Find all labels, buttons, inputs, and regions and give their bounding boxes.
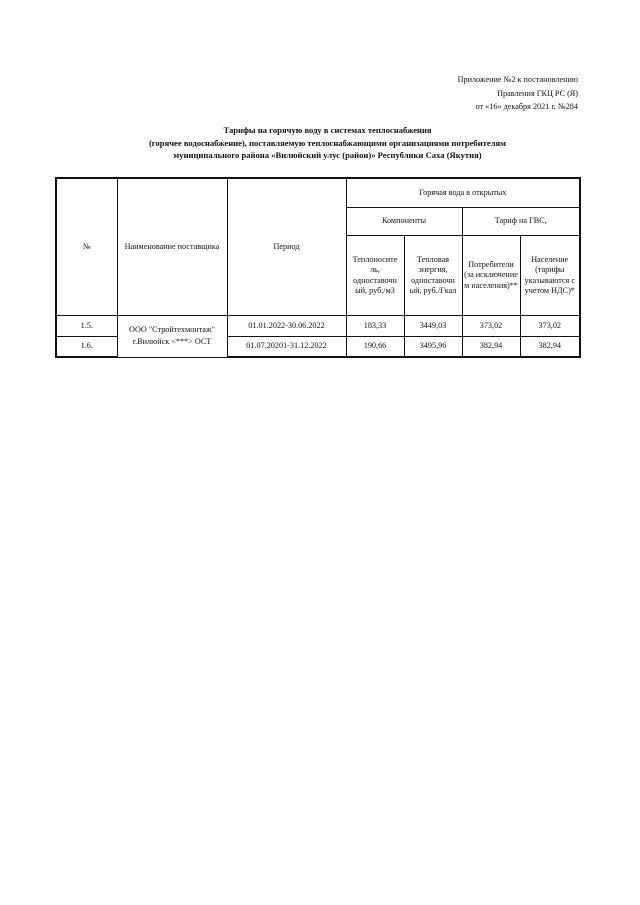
row-population: 382,94 (520, 337, 580, 358)
header-population: Население (тарифы указываются с учетом НДС)* (520, 236, 580, 316)
table-row (56, 316, 580, 337)
row-heat-energy: 3449,03 (404, 316, 462, 337)
header-hot-water-group: Горячая вода в открытых (346, 178, 580, 208)
annex-reference (458, 73, 578, 114)
supplier-name: ООО "Стройтехмонтаж" г.Вилюйск <***> ОСТ (117, 316, 227, 358)
header-heat-carrier: Теплоносите ль, одноставочн ый, руб./м3 (346, 236, 404, 316)
header-consumers: Потребители (за исключение м населения)** (462, 236, 520, 316)
title-line: (горячее водоснабжение), поставляемую теплоснабжающими организациями потребителям (148, 137, 507, 148)
header-heat-energy: Тепловая энергия, одноставочн ый, руб./Гкал (404, 236, 462, 316)
tariff-table (55, 177, 581, 358)
title-line: Тарифы на горячую воду в системах теплоснабжения (223, 125, 432, 135)
row-population: 373,02 (520, 316, 580, 337)
document-title (60, 124, 595, 162)
row-heat-carrier: 183,33 (346, 316, 404, 337)
annex-line: Правления ГКЦ РС (Я) (497, 88, 578, 98)
header-period: Период (227, 178, 346, 316)
row-heat-carrier: 190,66 (346, 337, 404, 358)
row-consumers: 382,94 (462, 337, 520, 358)
row-heat-energy: 3495,96 (404, 337, 462, 358)
row-period: 01.01.2022-30.06.2022 (227, 316, 346, 337)
header-supplier-name: Наименование поставщика (117, 178, 227, 316)
header-tariff-gvs: Тариф на ГВС, (462, 208, 580, 236)
row-number: 1.6. (56, 337, 117, 358)
header-number: № (56, 178, 117, 316)
row-number: 1.5. (56, 316, 117, 337)
annex-line: от «16» декабря 2021 г. №284 (475, 102, 578, 112)
row-consumers: 373,02 (462, 316, 520, 337)
annex-line: Приложение №2 к постановлению (457, 75, 578, 84)
header-components: Компоненты (346, 208, 462, 236)
title-line: муниципального района «Вилюйский улус (район)» Республики Саха (Якутия) (173, 150, 482, 161)
row-period: 01.07.20201-31.12.2022 (227, 337, 346, 358)
